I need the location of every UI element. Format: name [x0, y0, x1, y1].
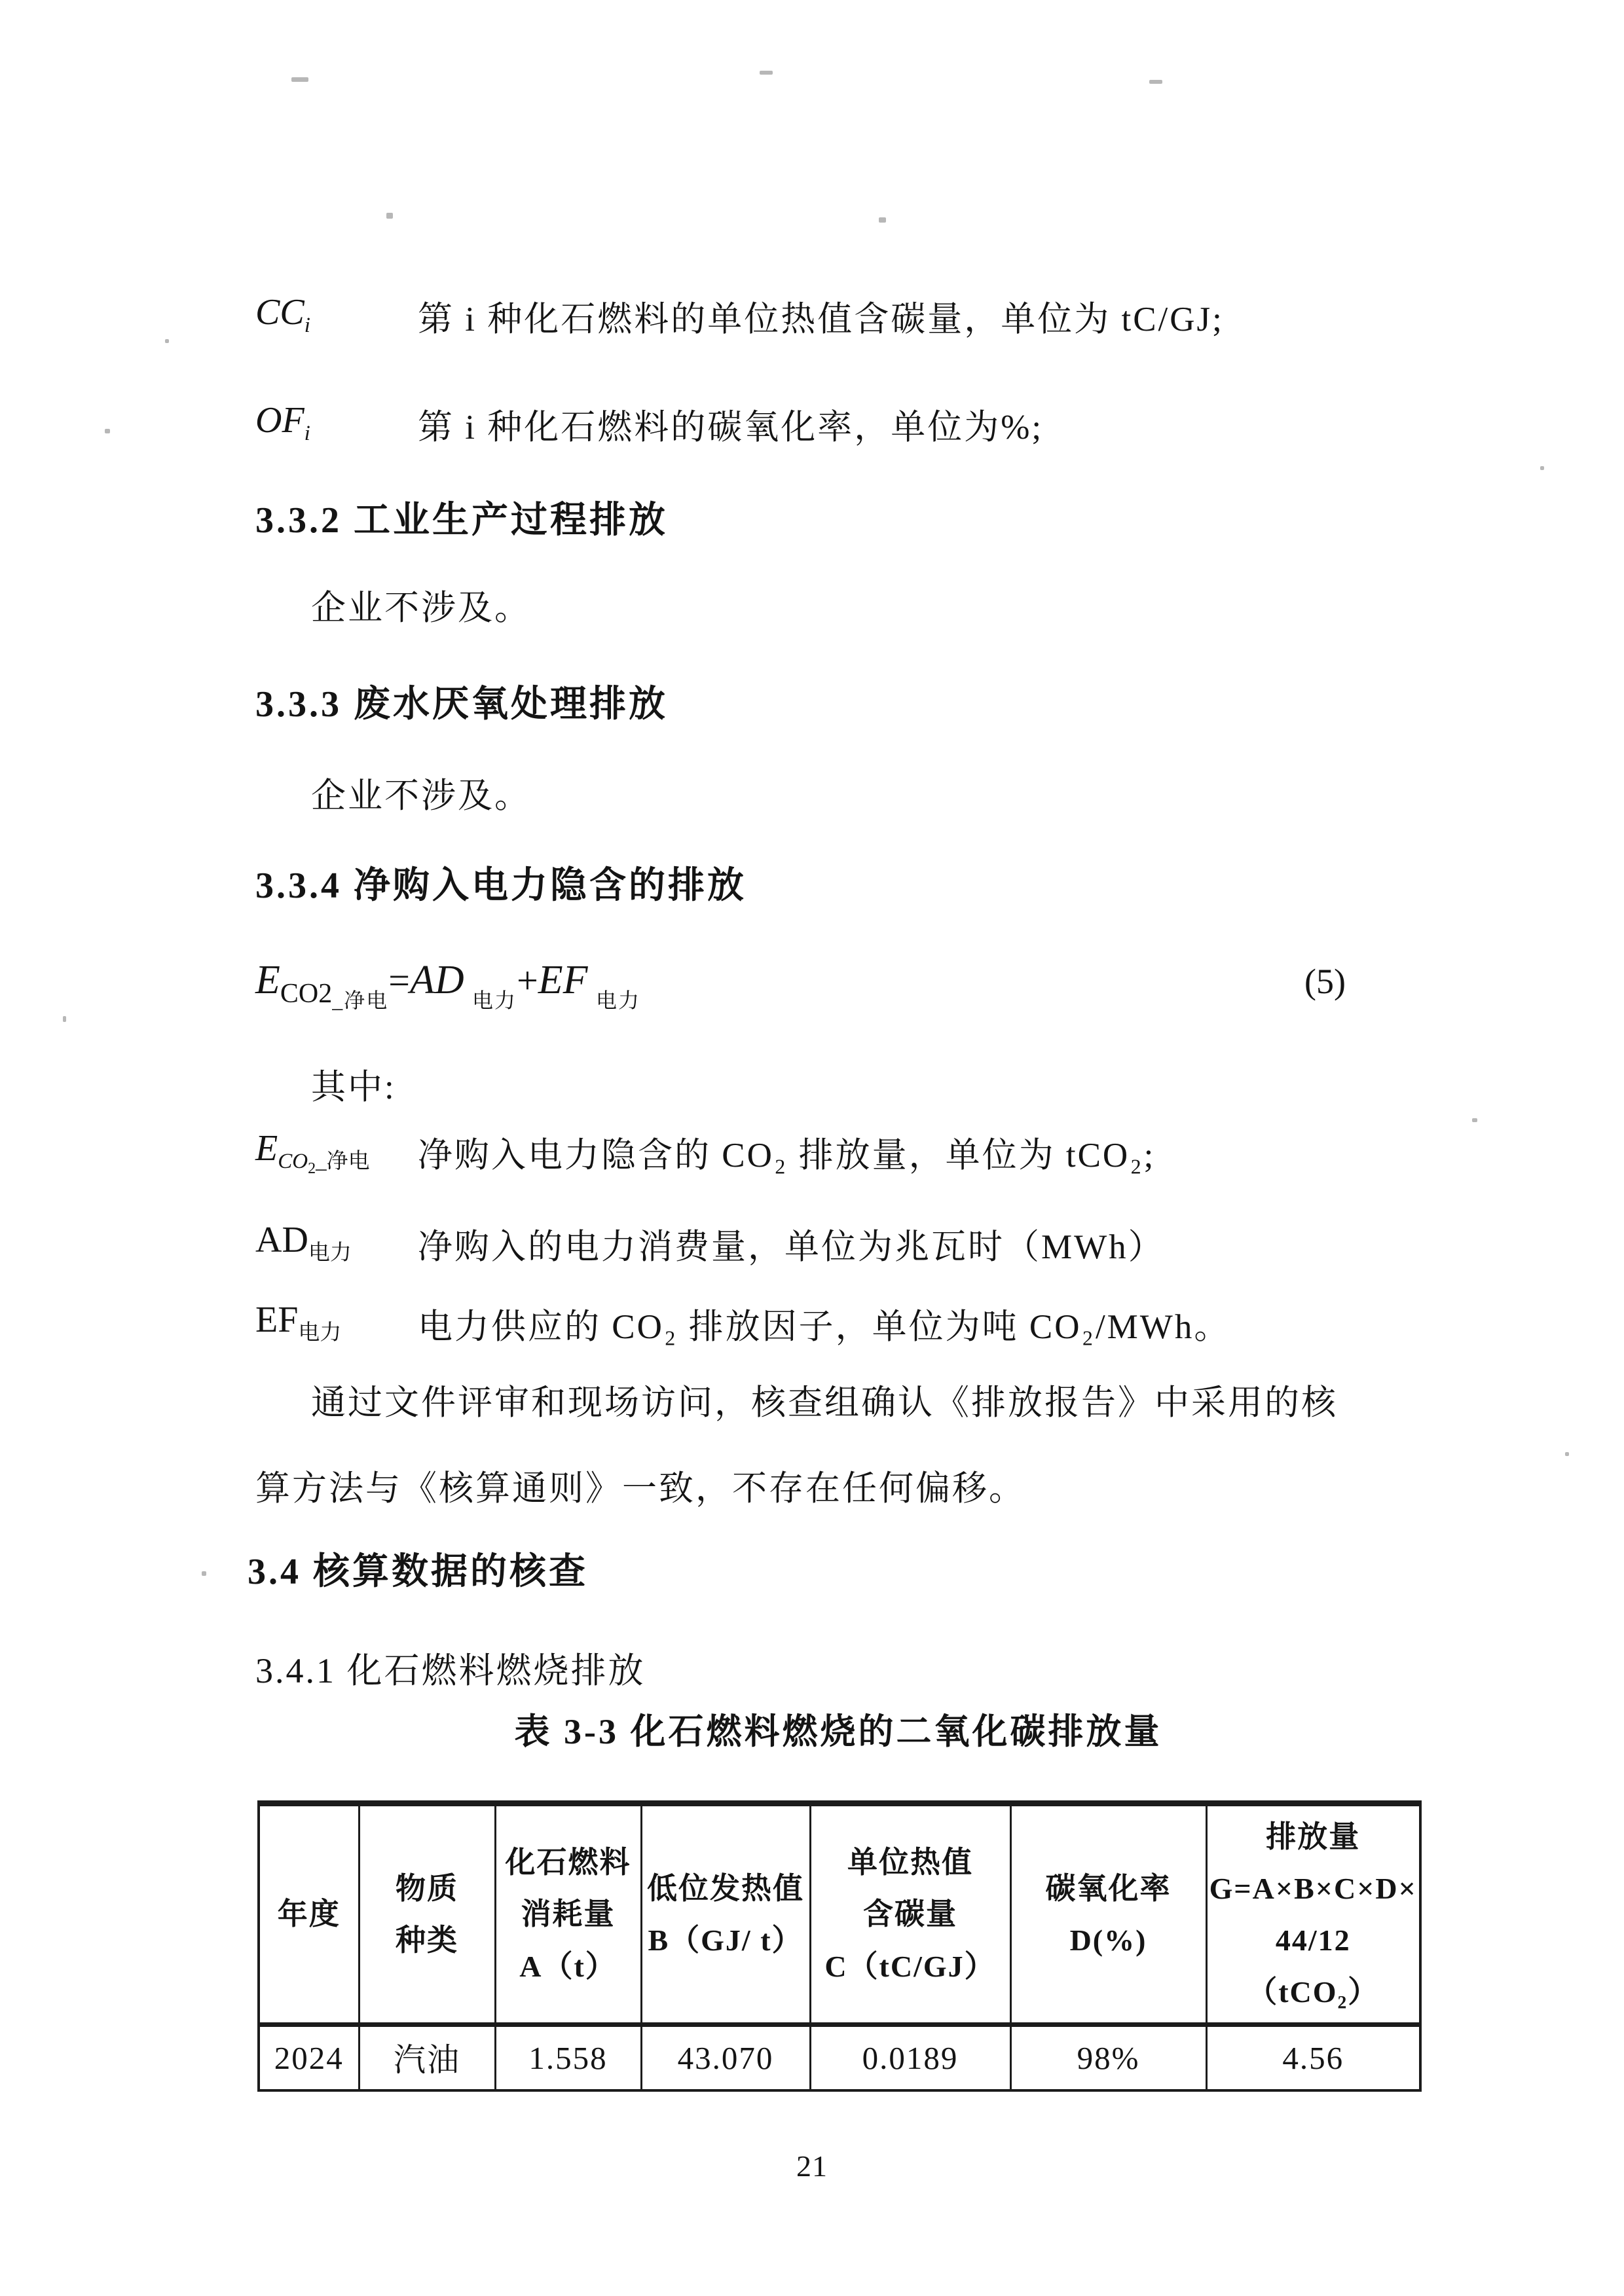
- section-heading-3-4: 3.4 核算数据的核查: [248, 1552, 588, 1592]
- column-header-year: [259, 1804, 359, 2025]
- scan-artifact: [1149, 80, 1162, 84]
- cell-heat-value: 43.070: [641, 2025, 810, 2090]
- term-e-sub-co: CO: [278, 1150, 308, 1174]
- scan-artifact: [202, 1571, 206, 1576]
- formula-ef-base: EF: [538, 958, 588, 1002]
- scan-artifact: [291, 77, 308, 82]
- header-line: 物质: [396, 1871, 458, 1905]
- term-cc-base: CC: [255, 292, 304, 333]
- table-title-wrap: [257, 1704, 1419, 1754]
- column-header-oxidation-rate: [1010, 1804, 1206, 2025]
- formula-number: (5): [1304, 962, 1346, 1001]
- header-line: A（t）: [519, 1949, 617, 1983]
- cell-material: 汽油: [359, 2025, 495, 2090]
- header-line: 低位发热值: [647, 1871, 804, 1905]
- formula-equals: =: [388, 959, 410, 1002]
- cell-consumption: 1.558: [495, 2025, 641, 2090]
- header-line: 种类: [396, 1923, 458, 1957]
- formula-ad-base: AD: [409, 958, 464, 1002]
- header-line: D(%): [1069, 1923, 1147, 1957]
- definition-e-co2-text: 净购入电力隐含的 CO₂ 排放量，单位为 tCO₂;: [418, 1137, 1156, 1175]
- scan-artifact: [386, 213, 393, 219]
- column-header-emission: [1206, 1804, 1420, 2025]
- definition-ad: [255, 1219, 1434, 1269]
- page-number: 21: [796, 2149, 828, 2183]
- section-heading-3-3-2: 3.3.2 工业生产过程排放: [255, 500, 668, 541]
- cell-year: 2024: [259, 2025, 359, 2090]
- formula-e-sub-co2: CO2: [280, 979, 333, 1009]
- formula-ef-subscript: 电力: [595, 989, 640, 1012]
- scan-artifact: [1472, 1118, 1477, 1122]
- header-line: 化石燃料: [505, 1846, 631, 1880]
- table-header-row: [259, 1804, 1420, 2025]
- scan-artifact: [105, 429, 110, 433]
- definition-ad-text: 净购入的电力消费量，单位为兆瓦时（MWh）: [418, 1228, 1165, 1266]
- term-of-base: OF: [255, 400, 304, 441]
- section-3-3-2-body: 企业不涉及。: [311, 589, 531, 627]
- table-title: 表 3-3 化石燃料燃烧的二氧化碳排放量: [514, 1712, 1162, 1751]
- scan-artifact: [63, 1016, 66, 1022]
- term-cc: [255, 291, 418, 338]
- section-3-3-3-body: 企业不涉及。: [311, 777, 531, 815]
- column-header-consumption: [495, 1804, 641, 2025]
- scan-artifact: [879, 217, 886, 223]
- cell-carbon-content: 0.0189: [810, 2025, 1010, 2090]
- term-e-subscript: [278, 1150, 370, 1178]
- header-line: 年度: [277, 1897, 341, 1931]
- header-line: 含碳量: [863, 1897, 957, 1931]
- term-e-sub-jingdian: _净电: [316, 1150, 370, 1174]
- section-heading-3-3-4: 3.3.4 净购入电力隐含的排放: [255, 866, 747, 906]
- term-cc-subscript: i: [304, 314, 310, 338]
- header-line: （tCO₂）: [1247, 1975, 1380, 2009]
- formula-e-sub-jingdian: _净电: [332, 989, 389, 1012]
- among-label: 其中:: [311, 1068, 396, 1106]
- scan-artifact: [1565, 1452, 1569, 1456]
- definition-cc-text: 第 i 种化石燃料的单位热值含碳量，单位为 tC/GJ;: [418, 301, 1224, 338]
- section-heading-3-4-1: 3.4.1 化石燃料燃烧排放: [255, 1651, 646, 1690]
- cell-emission: 4.56: [1206, 2025, 1420, 2090]
- column-header-material: [359, 1804, 495, 2025]
- term-ad-subscript: 电力: [308, 1241, 352, 1266]
- scan-artifact: [1540, 466, 1544, 470]
- definition-e-co2: [255, 1127, 1434, 1177]
- term-ef-subscript: 电力: [298, 1321, 342, 1345]
- column-header-heat-value: [641, 1804, 810, 2025]
- header-line: 排放量: [1266, 1819, 1361, 1853]
- term-e-sub-2: 2: [308, 1160, 316, 1178]
- term-ef: [255, 1299, 418, 1345]
- definition-ef-text: 电力供应的 CO₂ 排放因子，单位为吨 CO₂/MWh。: [418, 1308, 1231, 1346]
- scan-artifact: [760, 71, 773, 75]
- formula-5: [255, 957, 640, 1012]
- term-e-base: E: [255, 1128, 278, 1169]
- header-line: C（tC/GJ）: [824, 1949, 996, 1983]
- term-ad: [255, 1219, 418, 1266]
- section-heading-3-3-3: 3.3.3 废水厌氧处理排放: [255, 684, 668, 725]
- column-header-carbon-content: [810, 1804, 1010, 2025]
- scan-artifact: [165, 339, 169, 343]
- header-line: B（GJ/ t）: [648, 1923, 803, 1957]
- header-line: 碳氧化率: [1045, 1871, 1172, 1905]
- formula-e-base: E: [255, 958, 280, 1002]
- cell-oxidation-rate: 98%: [1010, 2025, 1206, 2090]
- formula-plus: +: [517, 959, 538, 1002]
- definition-of: [255, 399, 1408, 449]
- fuel-emission-table: [257, 1800, 1422, 2092]
- definition-of-text: 第 i 种化石燃料的碳氧化率，单位为%;: [418, 409, 1044, 446]
- header-line: 消耗量: [521, 1897, 616, 1931]
- definition-ef: [255, 1299, 1434, 1349]
- conclusion-paragraph-line2: 算方法与《核算通则》一致，不存在任何偏移。: [255, 1470, 1025, 1508]
- term-of: [255, 399, 418, 446]
- formula-ad-subscript: 电力: [472, 989, 517, 1012]
- conclusion-paragraph-line1: 通过文件评审和现场访问，核查组确认《排放报告》中采用的核: [311, 1384, 1338, 1422]
- header-line: G=A×B×C×D×: [1209, 1871, 1417, 1905]
- term-e-co2: [255, 1127, 418, 1178]
- term-ef-base: EF: [255, 1300, 299, 1340]
- header-line: 44/12: [1275, 1923, 1351, 1957]
- definition-cc: [255, 291, 1408, 341]
- header-line: 单位热值: [847, 1846, 973, 1880]
- term-of-subscript: i: [304, 422, 310, 446]
- table-row: [259, 2025, 1420, 2090]
- term-ad-base: AD: [255, 1220, 308, 1260]
